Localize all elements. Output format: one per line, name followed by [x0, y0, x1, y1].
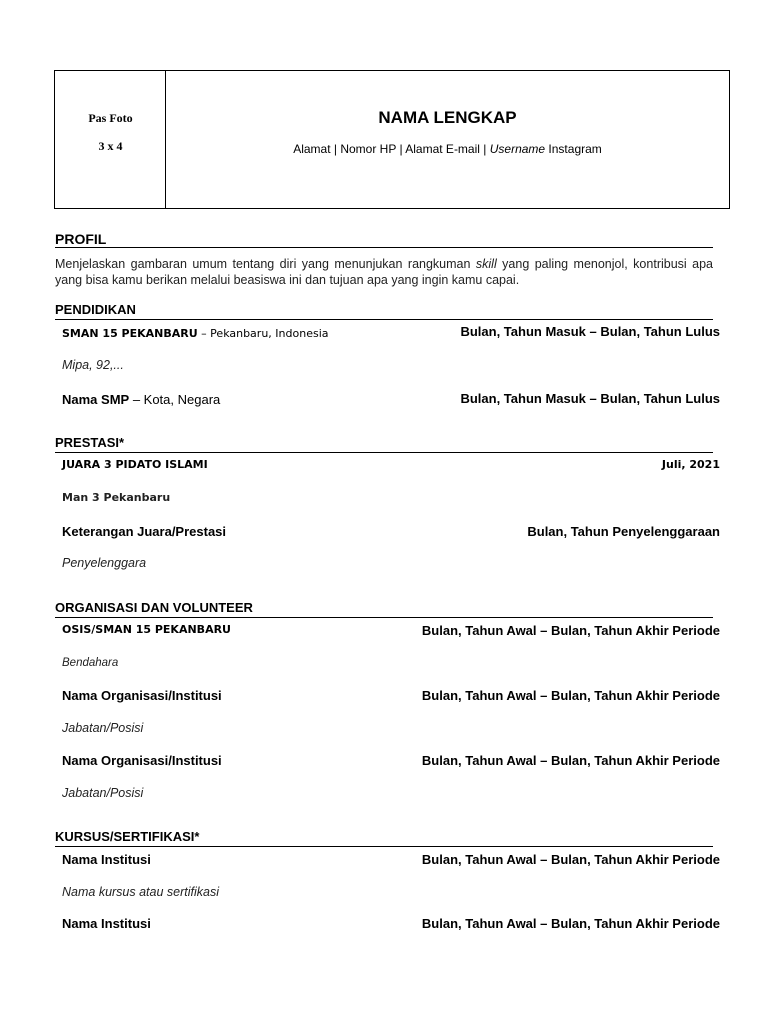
school-name: Nama SMP — [62, 392, 130, 407]
education-entry — [62, 324, 720, 342]
section-divider — [55, 617, 713, 618]
organization-entry — [62, 688, 720, 706]
organization-role: Jabatan/Posisi — [62, 721, 144, 735]
education-dates: Bulan, Tahun Masuk – Bulan, Tahun Lulus — [460, 391, 720, 406]
course-dates: Bulan, Tahun Awal – Bulan, Tahun Akhir Periode — [421, 916, 720, 931]
course-entry — [62, 852, 720, 870]
organization-dates: Bulan, Tahun Awal – Bulan, Tahun Akhir Periode — [421, 753, 720, 768]
organization-name: Nama Organisasi/Institusi — [62, 688, 222, 703]
course-dates: Bulan, Tahun Awal – Bulan, Tahun Akhir Periode — [421, 852, 720, 867]
section-title-prestasi: PRESTASI* — [55, 435, 125, 450]
organization-entry — [62, 623, 720, 641]
course-institution: Nama Institusi — [62, 916, 151, 931]
education-entry — [62, 391, 720, 409]
organization-role: Jabatan/Posisi — [62, 786, 144, 800]
education-school — [62, 391, 220, 409]
achievement-name: JUARA 3 PIDATO ISLAMI — [62, 458, 208, 471]
education-dates: Bulan, Tahun Masuk – Bulan, Tahun Lulus — [460, 324, 720, 339]
section-divider — [55, 846, 713, 847]
achievement-entry — [62, 458, 720, 476]
section-divider — [55, 247, 713, 248]
photo-placeholder — [55, 71, 166, 208]
organization-dates: Bulan, Tahun Awal – Bulan, Tahun Akhir Periode — [421, 623, 720, 638]
education-school — [62, 324, 328, 342]
achievement-name: Keterangan Juara/Prestasi — [62, 524, 227, 539]
section-title-kursus: KURSUS/SERTIFIKASI* — [55, 829, 200, 844]
header-box — [54, 70, 730, 209]
course-entry — [62, 916, 720, 934]
photo-label: Pas Foto — [88, 111, 133, 125]
school-location: – Kota, Negara — [129, 392, 221, 407]
contact-prefix: Alamat | Nomor HP | Alamat E-mail | — [293, 142, 490, 156]
education-detail: Mipa, 92,... — [62, 358, 124, 372]
achievement-organizer: Man 3 Pekanbaru — [62, 491, 171, 504]
section-title-profil: PROFIL — [55, 231, 107, 247]
contact-line — [166, 142, 729, 156]
achievement-date: Bulan, Tahun Penyelenggaraan — [527, 524, 720, 539]
photo-size-label: 3 x 4 — [98, 139, 123, 153]
section-divider — [55, 319, 713, 320]
school-location: – Pekanbaru, Indonesia — [197, 327, 329, 340]
profile-text — [55, 256, 713, 288]
full-name: NAMA LENGKAP — [378, 108, 517, 127]
contact-suffix: Instagram — [545, 142, 602, 156]
achievement-organizer: Penyelenggara — [62, 556, 147, 570]
organization-dates: Bulan, Tahun Awal – Bulan, Tahun Akhir Periode — [421, 688, 720, 703]
course-detail: Nama kursus atau sertifikasi — [62, 885, 220, 899]
achievement-date: Juli, 2021 — [661, 458, 720, 471]
contact-username: Username — [489, 142, 546, 156]
section-title-pendidikan: PENDIDIKAN — [55, 302, 136, 317]
achievement-entry — [62, 524, 720, 542]
profile-text-part1: Menjelaskan gambaran umum tentang diri yang menunjukan rangkuman — [55, 257, 476, 271]
section-title-organisasi: ORGANISASI DAN VOLUNTEER — [55, 600, 253, 615]
profile-text-skill: skill — [475, 257, 497, 271]
organization-name: Nama Organisasi/Institusi — [62, 753, 222, 768]
school-name: SMAN 15 PEKANBARU — [62, 327, 198, 340]
organization-name: OSIS/SMAN 15 PEKANBARU — [62, 623, 231, 636]
organization-role: Bendahara — [62, 657, 119, 669]
organization-entry — [62, 753, 720, 771]
profile-text-part2: yang paling menonjol, kontribusi apa yang bisa kamu berikan melalui beasiswa ini dan tujuan apa yang ingin kamu capai. — [55, 257, 713, 287]
course-institution: Nama Institusi — [62, 852, 151, 867]
section-divider — [55, 452, 713, 453]
